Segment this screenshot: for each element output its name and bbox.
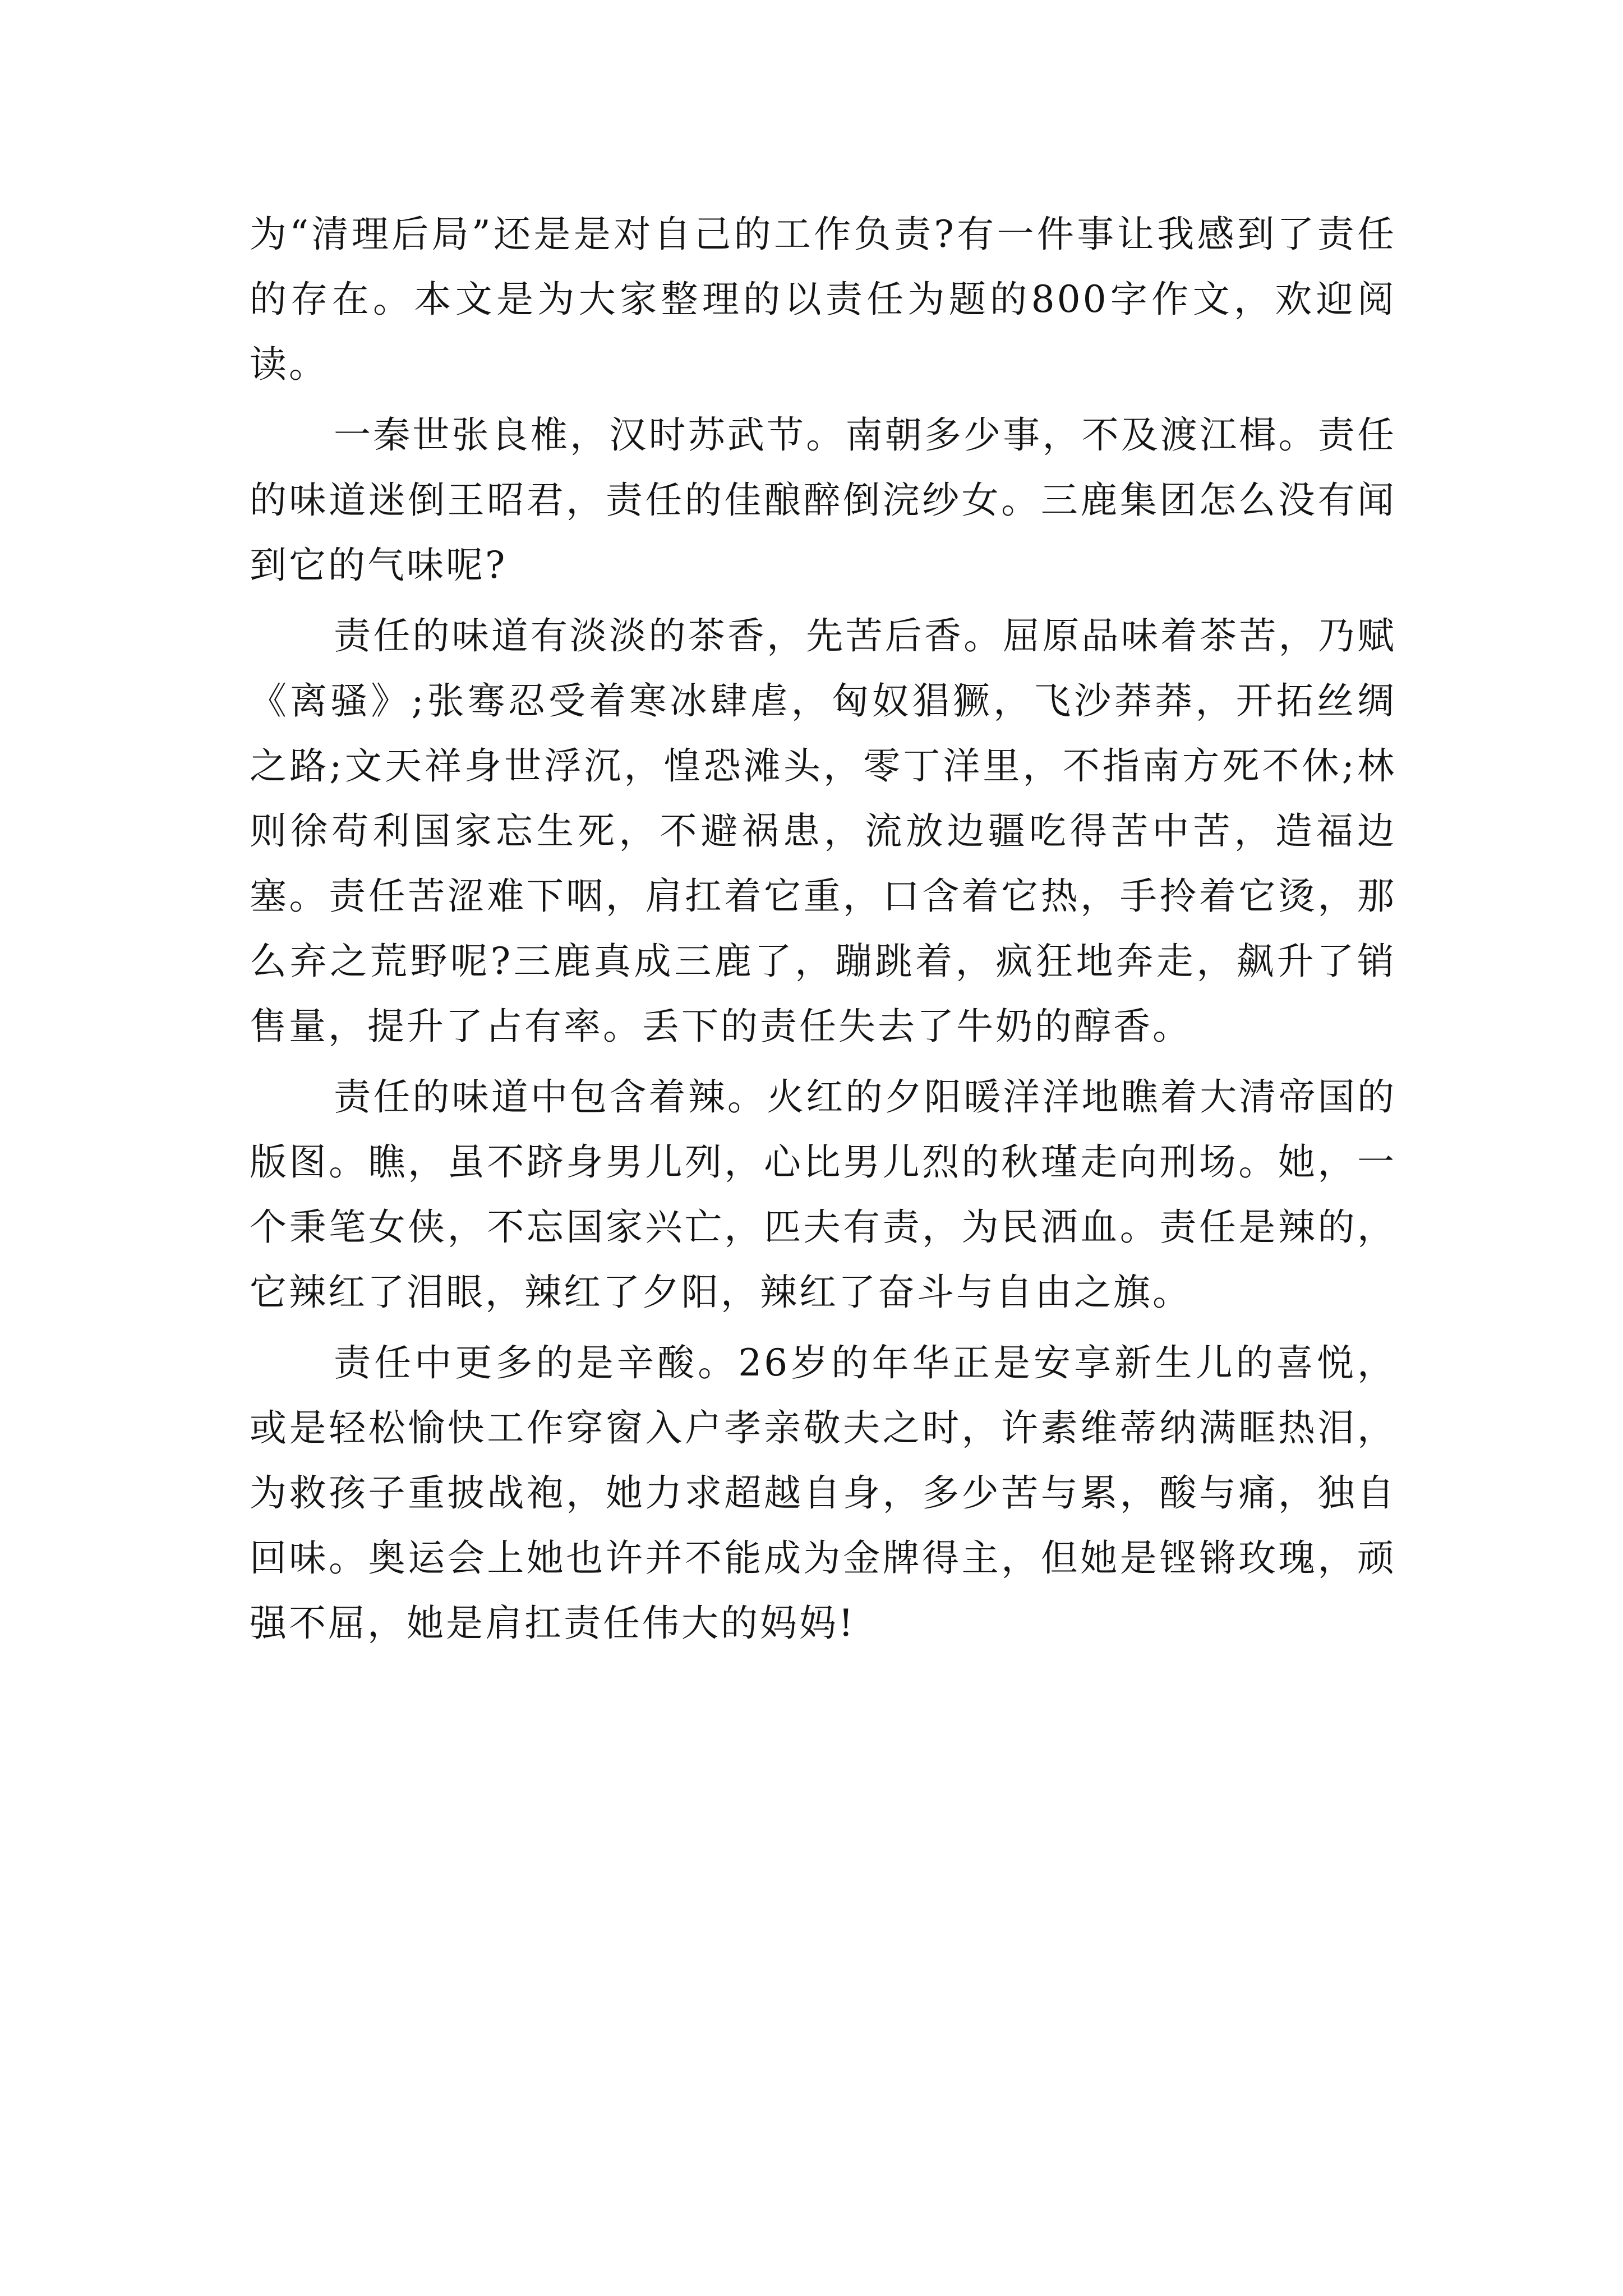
document-body	[250, 202, 1396, 1662]
paragraph-spicy: 责任的味道中包含着辣。火红的夕阳暖洋洋地瞧着大清帝国的版图。瞧，虽不跻身男儿列，心比男儿烈的秋瑾走向刑场。她，一个秉笔女侠，不忘国家兴亡，匹夫有责，为民洒血。责任是辣的，它辣红了泪眼，辣红了夕阳，辣红了奋斗与自由之旗。	[250, 1075, 1396, 1314]
paragraph-bitter: 责任的味道有淡淡的茶香，先苦后香。屈原品味着茶苦，乃赋《离骚》;张骞忍受着寒冰肆虐，匈奴猖獗，飞沙莽莽，开拓丝绸之路;文天祥身世浮沉，惶恐滩头，零丁洋里，不指南方死不休;林则徐苟利国家忘生死，不避祸患，流放边疆吃得苦中苦，造福边塞。责任苦涩难下咽，肩扛着它重，口含着它热，手拎着它烫，那么弃之荒野呢?三鹿真成三鹿了，蹦跳着，疯狂地奔走，飙升了销售量，提升了占有率。丢下的责任失去了牛奶的醇香。	[250, 614, 1396, 1048]
paragraph-sour: 责任中更多的是辛酸。26岁的年华正是安享新生儿的喜悦，或是轻松愉快工作穿窗入户孝亲敬夫之时，许素维蒂纳满眶热泪，为救孩子重披战袍，她力求超越自身，多少苦与累，酸与痛，独自回味。奥运会上她也许并不能成为金牌得主，但她是铿锵玫瑰，顽强不屈，她是肩扛责任伟大的妈妈!	[250, 1341, 1396, 1645]
paragraph-intro: 为“清理后局”还是是对自己的工作负责?有一件事让我感到了责任的存在。本文是为大家整理的以责任为题的800字作文，欢迎阅读。	[250, 213, 1396, 386]
paragraph-poem: 一秦世张良椎，汉时苏武节。南朝多少事，不及渡江楫。责任的味道迷倒王昭君，责任的佳酿醉倒浣纱女。三鹿集团怎么没有闻到它的气味呢?	[250, 413, 1396, 587]
